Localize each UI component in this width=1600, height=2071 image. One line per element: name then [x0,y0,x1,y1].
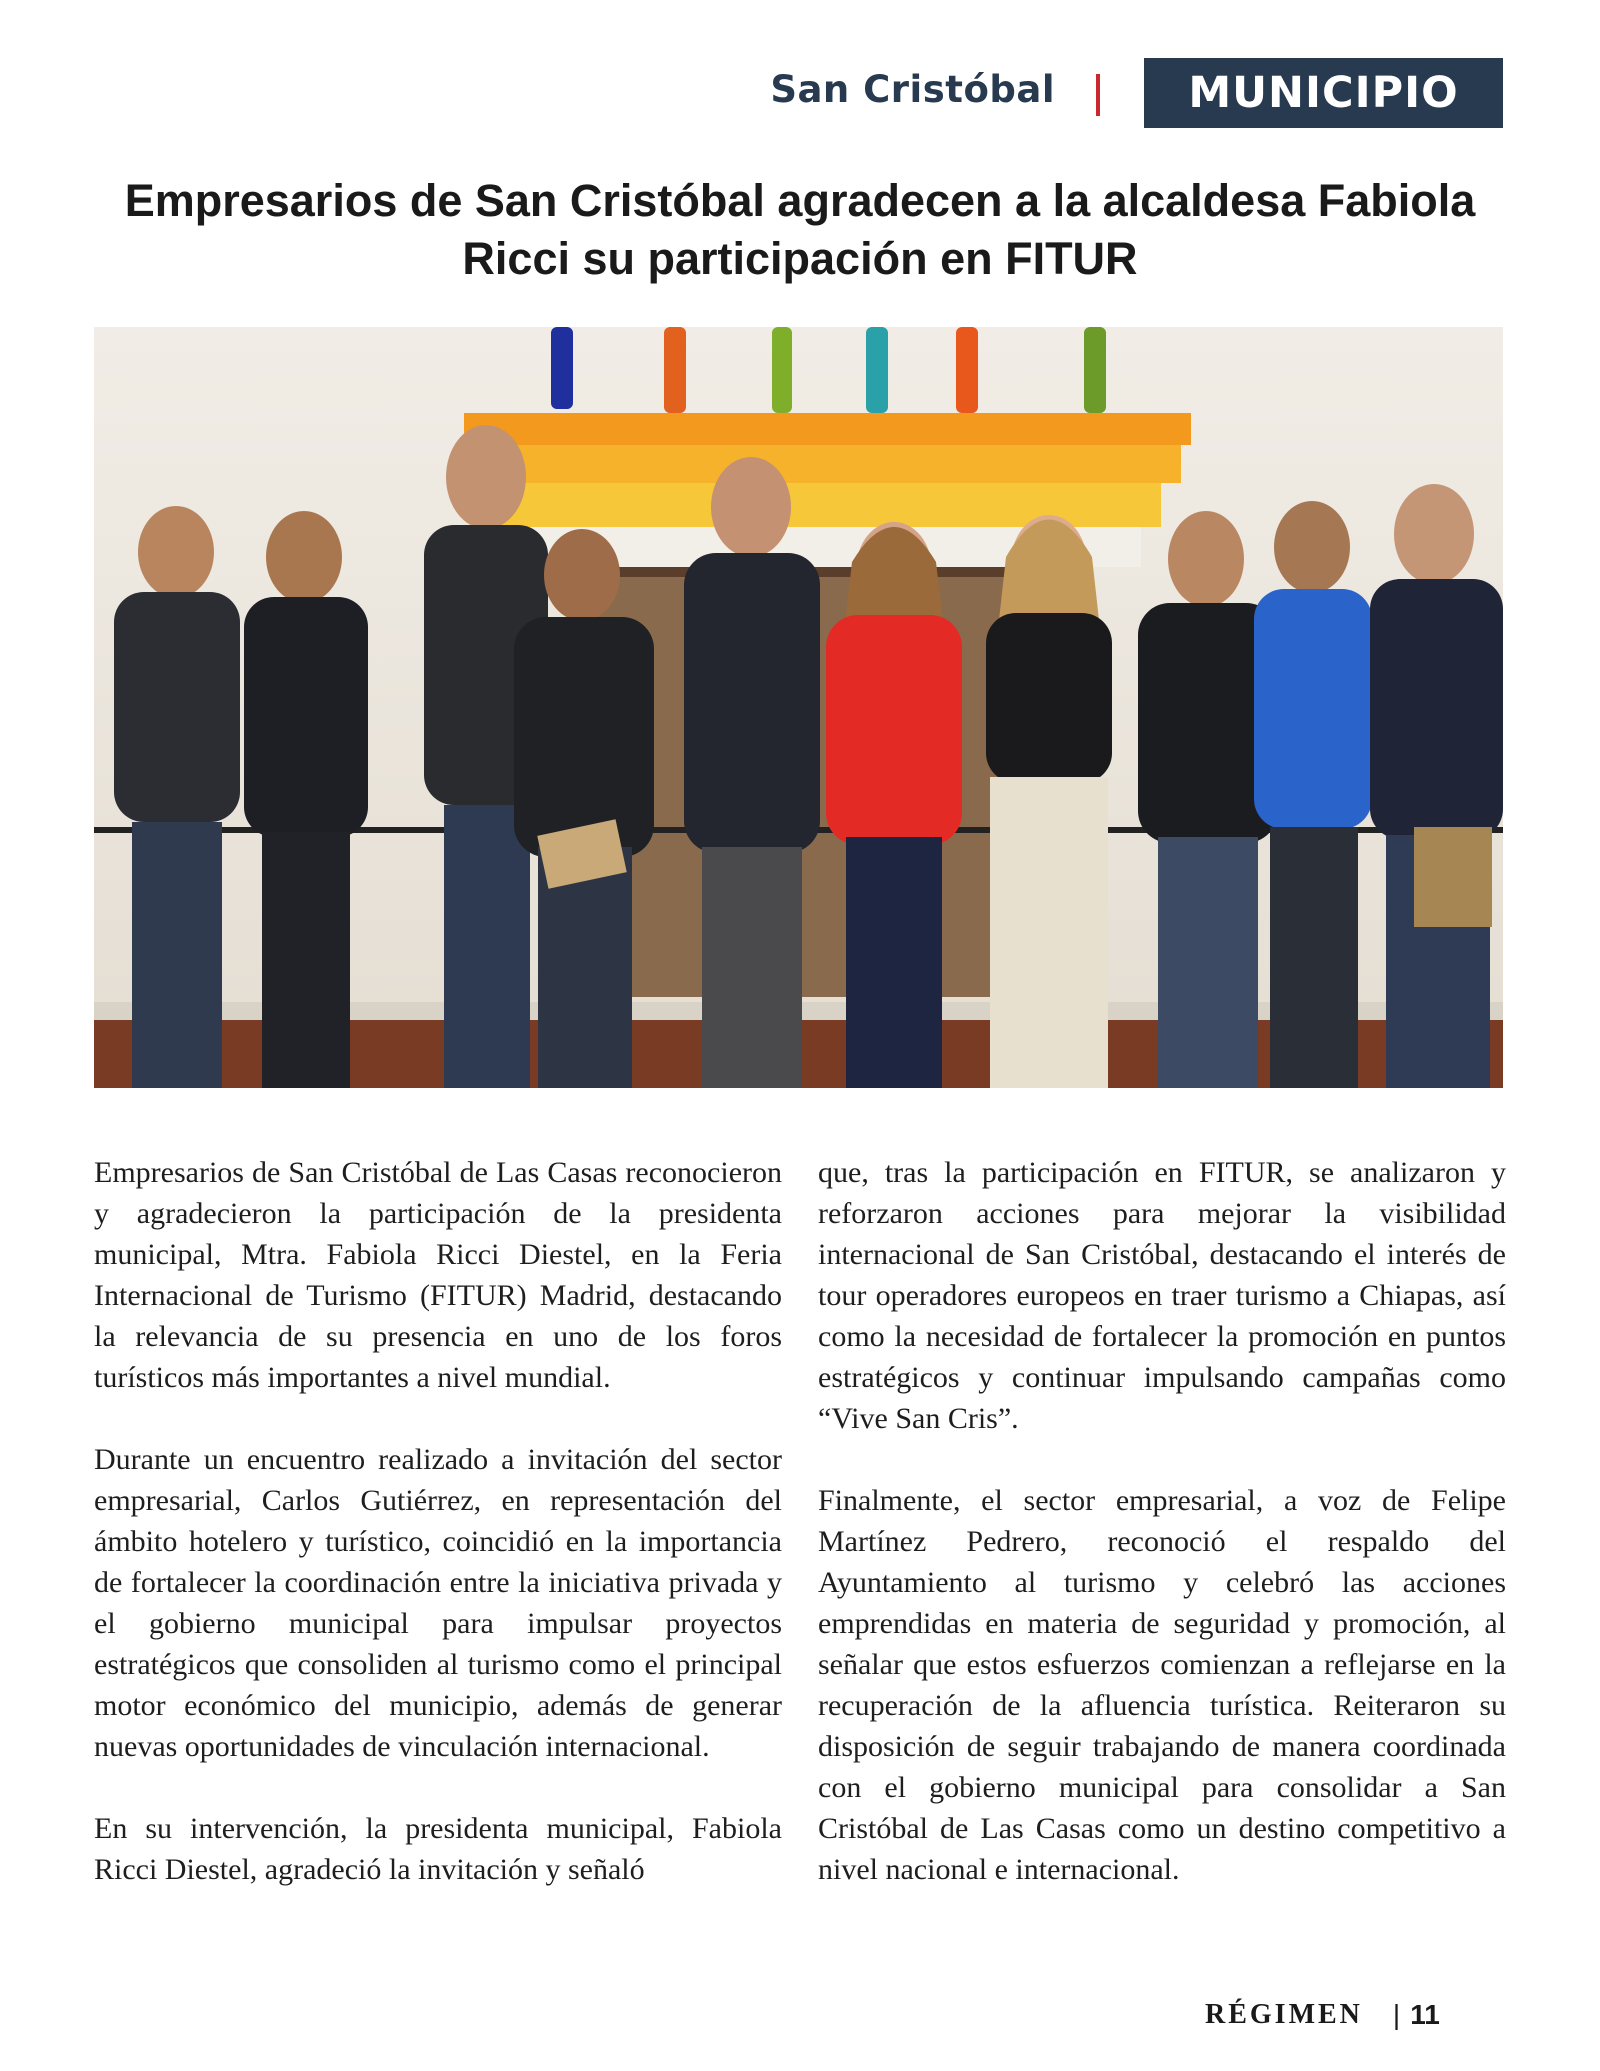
article-paragraph: que, tras la participación en FITUR, se analizaron y reforzaron acciones para mejorar la visibilidad internacional de San Cristóbal, destacando el interés de tour operadores europeos en traer turismo a Chiapas, así como la necesidad de fortalecer la promoción en puntos estratégicos y continuar impulsando campañas como “Vive San Cris”. [818,1156,1506,1435]
article-column-right [818,1152,1506,1931]
footer-separator: | [1392,1999,1401,2030]
article-headline: Empresarios de San Cristóbal agradecen a la alcaldesa Fabiola Ricci su participación en FITUR [124,175,1476,284]
article-column-left [94,1152,782,1931]
section-name: San Cristóbal [770,68,1055,111]
article-paragraph: Durante un encuentro realizado a invitación del sector empresarial, Carlos Gutiérrez, en representación del ámbito hotelero y turístico, coincidió en la importancia de fortalecer la coordinación entre la iniciativa privada y el gobierno municipal para impulsar proyectos estratégicos que consoliden al turismo como el principal motor económico del municipio, además de generar nuevas oportunidades de vinculación internacional. [94,1443,782,1763]
section-tag: MUNICIPIO [1144,58,1503,128]
article-paragraph: En su intervención, la presidenta municipal, Fabiola Ricci Diestel, agradeció la invitación y señaló [94,1812,782,1886]
article-paragraph: Empresarios de San Cristóbal de Las Casas reconocieron y agradecieron la participación de la presidenta municipal, Mtra. Fabiola Ricci Diestel, en la Feria Internacional de Turismo (FITUR) Madrid, destacando la relevancia de su presencia en uno de los foros turísticos más importantes a nivel mundial. [94,1156,782,1394]
article-paragraph: Finalmente, el sector empresarial, a voz de Felipe Martínez Pedrero, reconoció el respaldo del Ayuntamiento al turismo y celebró las acciones emprendidas en materia de seguridad y promoción, al señalar que estos esfuerzos comienzan a reflejarse en la recuperación de la afluencia turística. Reiteraron su disposición de seguir trabajando de manera coordinada con el gobierno municipal para consolidar a San Cristóbal de Las Casas como un destino competitivo a nivel nacional e internacional. [818,1484,1506,1886]
page-number: 11 [1410,1999,1440,2030]
publication-name: RÉGIMEN [1205,1999,1363,2030]
group-photo [94,327,1503,1088]
header-divider [1096,74,1100,116]
page-footer [1205,1997,1440,2033]
page-header [0,58,1600,128]
group-photo-illustration [94,327,1503,1088]
